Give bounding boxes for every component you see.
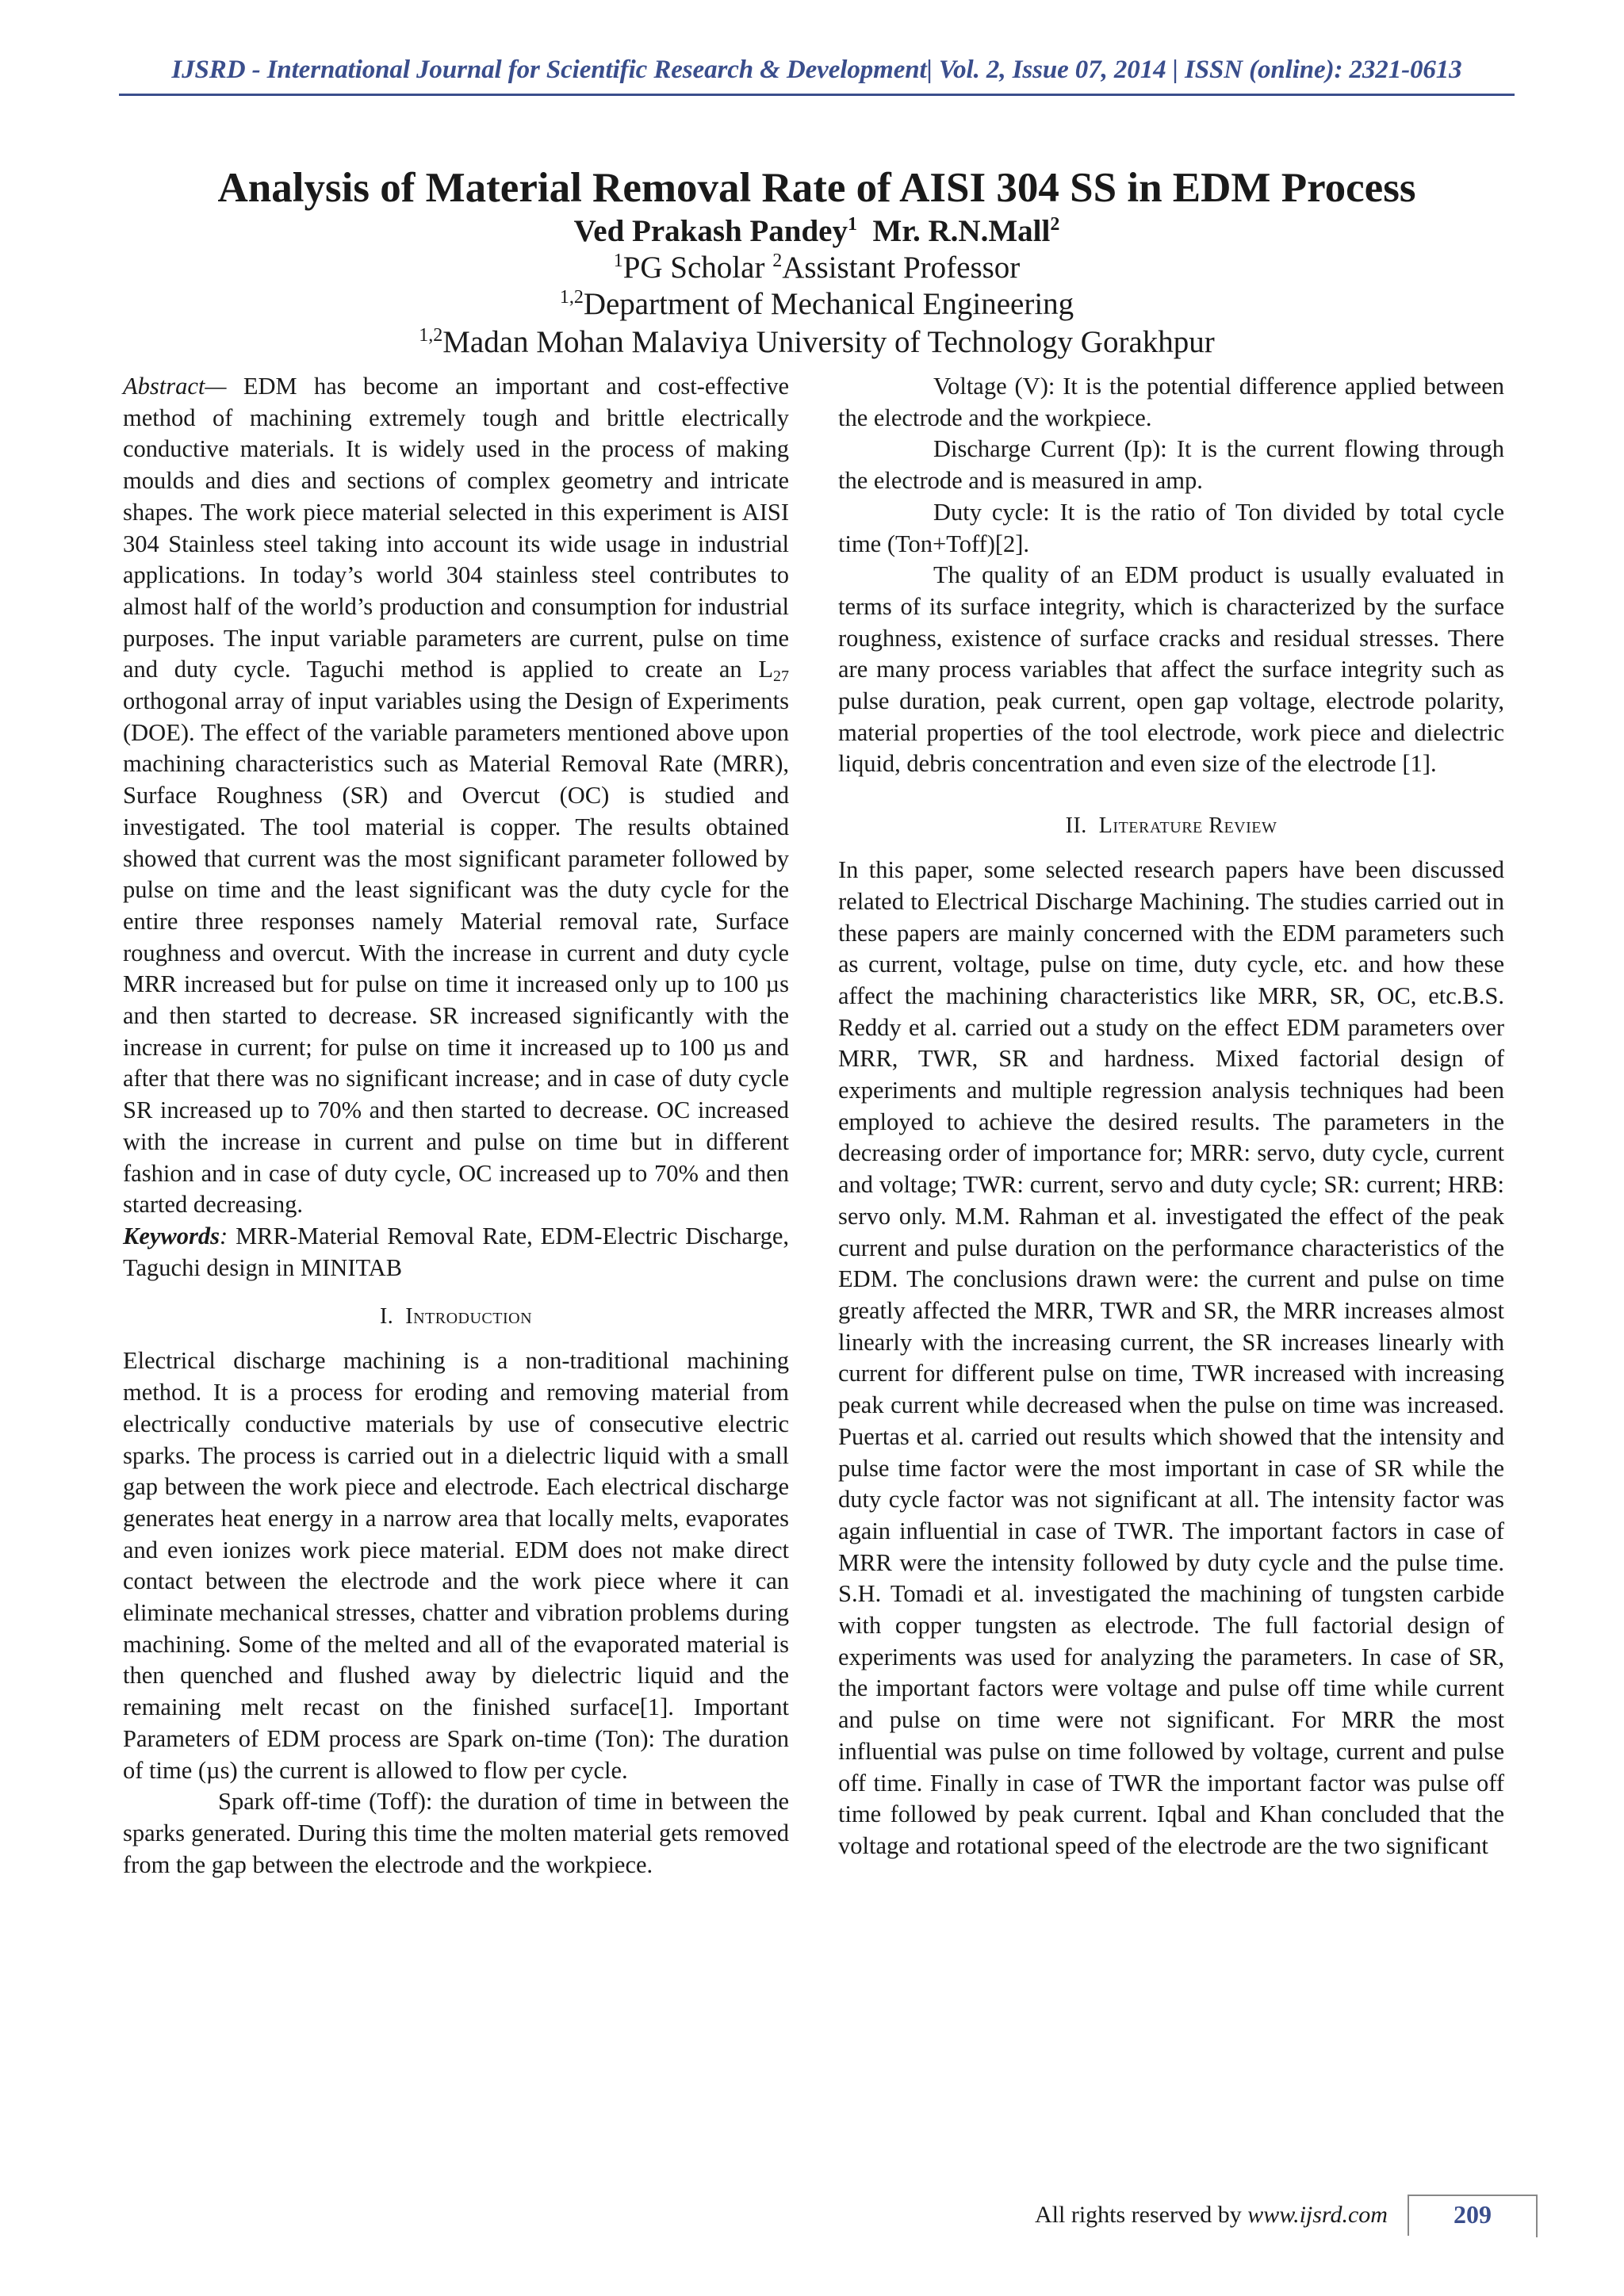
abstract-label: Abstract— [123,373,227,400]
paper-title: Analysis of Material Removal Rate of AISI 304 SS in EDM Process [217,165,1416,211]
abstract-text-b: orthogonal array of input variables using the Design of Experiments (DOE). The effect of the variable parameters mentioned above upon machining characteristics such as Material Removal Rate (MRR), Surface Roughness (SR) and Overcut (OC) is studied and investigated. The tool material is copper. The results obtained showed that current was the most significant parameter followed by pulse on time and the least significant was the duty cycle for the entire three responses namely Material removal rate, Surface roughness and overcut. With the increase in current and duty cycle MRR increased but for pulse on time it increased only up to 100 µs and then started to decrease. SR increased significantly with the increase in current; for pulse on time it increased up to 100 µs and after that there was no significant increase; and in case of duty cycle SR increased up to 70% and then started to decrease. OC increased with the increase in current and pulse on time but in different fashion and in case of duty cycle, OC increased up to 70% and then started decreasing. [123,687,789,1219]
footer-rights [1035,2202,1388,2229]
keywords-colon: : [220,1222,228,1249]
keywords [123,1221,789,1284]
section-1-number: I. [379,1304,394,1330]
univ: Madan Mohan Malaviya University of Technology Gorakhpur [442,325,1215,359]
right-column [838,371,1504,1862]
author-1-name: Ved Prakash Pandey [573,214,848,248]
dept: Department of Mechanical Engineering [583,287,1074,321]
author-line [119,212,1515,251]
keywords-text: MRR-Material Removal Rate, EDM-Electric Discharge, Taguchi design in MINITAB [123,1222,789,1281]
intro-paragraph: Electrical discharge machining is a non-traditional machining method. It is a process for eroding and removing material from electrically conductive materials by use of consecutive electric sparks. The process is carried out in a dielectric liquid with a small gap between the work piece and electrode. Each electrical discharge generates heat energy in a narrow area that locally melts, evaporates and even ionizes work piece material. EDM does not make direct contact between the electrode and the work piece where it can eliminate mechanical stresses, chatter and vibration problems during machining. Some of the melted and all of the evaporated material is then quenched and flushed away by dielectric liquid and the remaining melt recast on the finished surface[1]. Important Parameters of EDM process are Spark on-time (Ton): The duration of time (µs) the current is allowed to flow per cycle. [123,1347,789,1784]
affiliation-roles [119,249,1515,287]
section-1-title: Introduction [405,1304,533,1330]
header-rule [119,94,1515,96]
abstract-subscript: 27 [773,668,789,686]
dept-sup: 1,2 [559,287,584,308]
abstract-text-a: EDM has become an important and cost-effective method of machining extremely tough and brittle electrically conductive materials. It is widely used in the process of making moulds and dies and sections of complex geometry and intricate shapes. The work piece material selected in this experiment is AISI 304 Stainless steel taking into account its wide usage in industrial applications. In today’s world 304 stainless steel contributes to almost half of the world’s production and consumption for industrial purposes. The input variable parameters are current, pulse on time and duty cycle. Taguchi method is applied to create an L [123,373,789,683]
univ-sup: 1,2 [419,325,443,346]
keywords-label: Keywords [123,1222,220,1249]
running-header: IJSRD - International Journal for Scientific Research & Development| Vol. 2, Issue 07, 2014 | ISSN (online): 2321-0613 [171,55,1462,84]
section-2-number: II. [1065,813,1087,839]
intro-paragraph: Spark off-time (Toff): the duration of time in between the sparks generated. During this time the molten material gets removed from the gap between the electrode and the workpiece. [123,1788,789,1878]
intro-paragraph: Duty cycle: It is the ratio of Ton divided by total cycle time (Ton+Toff)[2]. [838,498,1504,557]
author-2-name: Mr. R.N.Mall [872,214,1051,248]
author-2-sup: 2 [1050,214,1060,235]
intro-paragraph: Discharge Current (Ip): It is the current flowing through the electrode and is measured in amp. [838,435,1504,495]
role-1: PG Scholar [622,251,773,285]
section-2-title: Literature Review [1098,813,1277,839]
intro-paragraph: The quality of an EDM product is usually evaluated in terms of its surface integrity, which is characterized by the surface roughness, existence of surface cracks and residual stresses. There are many process variables that affect the surface integrity such as pulse duration, peak current, open gap voltage, electrode polarity, material properties of the tool electrode, work piece and dielectric liquid, debris concentration and even size of the electrode [1]. [838,561,1504,778]
section-2-heading [838,812,1504,840]
role-2-sup: 2 [772,251,783,271]
page-number: 209 [1454,2200,1492,2229]
footer-site-link[interactable]: www.ijsrd.com [1247,2202,1388,2228]
role-1-sup: 1 [613,251,623,271]
affiliation-department [119,285,1515,323]
section-1-heading [123,1303,789,1331]
left-column [123,371,789,1881]
role-2: Assistant Professor [782,251,1021,285]
abstract [123,371,789,1221]
intro-paragraph: Voltage (V): It is the potential difference applied between the electrode and the workpiece. [838,373,1504,431]
author-1-sup: 1 [847,214,857,235]
footer-rights-text: All rights reserved by [1035,2202,1248,2228]
literature-paragraph: In this paper, some selected research papers have been discussed related to Electrical Discharge Machining. The studies carried out in these papers are mainly concerned with the EDM parameters such as current, voltage, pulse on time, duty cycle, etc. and how these affect the machining characteristics like MRR, SR, OC, etc.B.S. Reddy et al. carried out a study on the effect EDM parameters over MRR, TWR, SR and hardness. Mixed factorial design of experiments and multiple regression analysis techniques had been employed to achieve the desired results. The parameters in the decreasing order of importance for; MRR: servo, duty cycle, current and voltage; TWR: current, servo and duty cycle; SR: current; HRB: servo only. M.M. Rahman et al. investigated the effect of the peak current and pulse duration on the performance characteristics of the EDM. The conclusions drawn were: the current and pulse on time greatly affected the MRR, TWR and SR, the MRR increases almost linearly with the increasing current, the SR increases linearly with current for different pulse on time, TWR increased with increasing peak current while decreased when the pulse on time was increased. Puertas et al. carried out results which showed that the intensity and pulse time factor were the most important in case of SR while the duty cycle factor was not significant at all. The intensity factor was again influential in case of TWR. The important factors in case of MRR were the intensity followed by duty cycle and the pulse time. S.H. Tomadi et al. investigated the machining of tungsten carbide with copper tungsten as electrode. The full factorial design of experiments was used for analyzing the parameters. In case of SR, the important factors were voltage and pulse off time while current and pulse on time were not significant. For MRR the most influential was pulse on time followed by voltage, current and pulse off time. Finally in case of TWR the important factor was pulse off time followed by peak current. Iqbal and Khan concluded that the voltage and rotational speed of the electrode are the two significant [838,856,1504,1859]
affiliation-university [119,323,1515,362]
